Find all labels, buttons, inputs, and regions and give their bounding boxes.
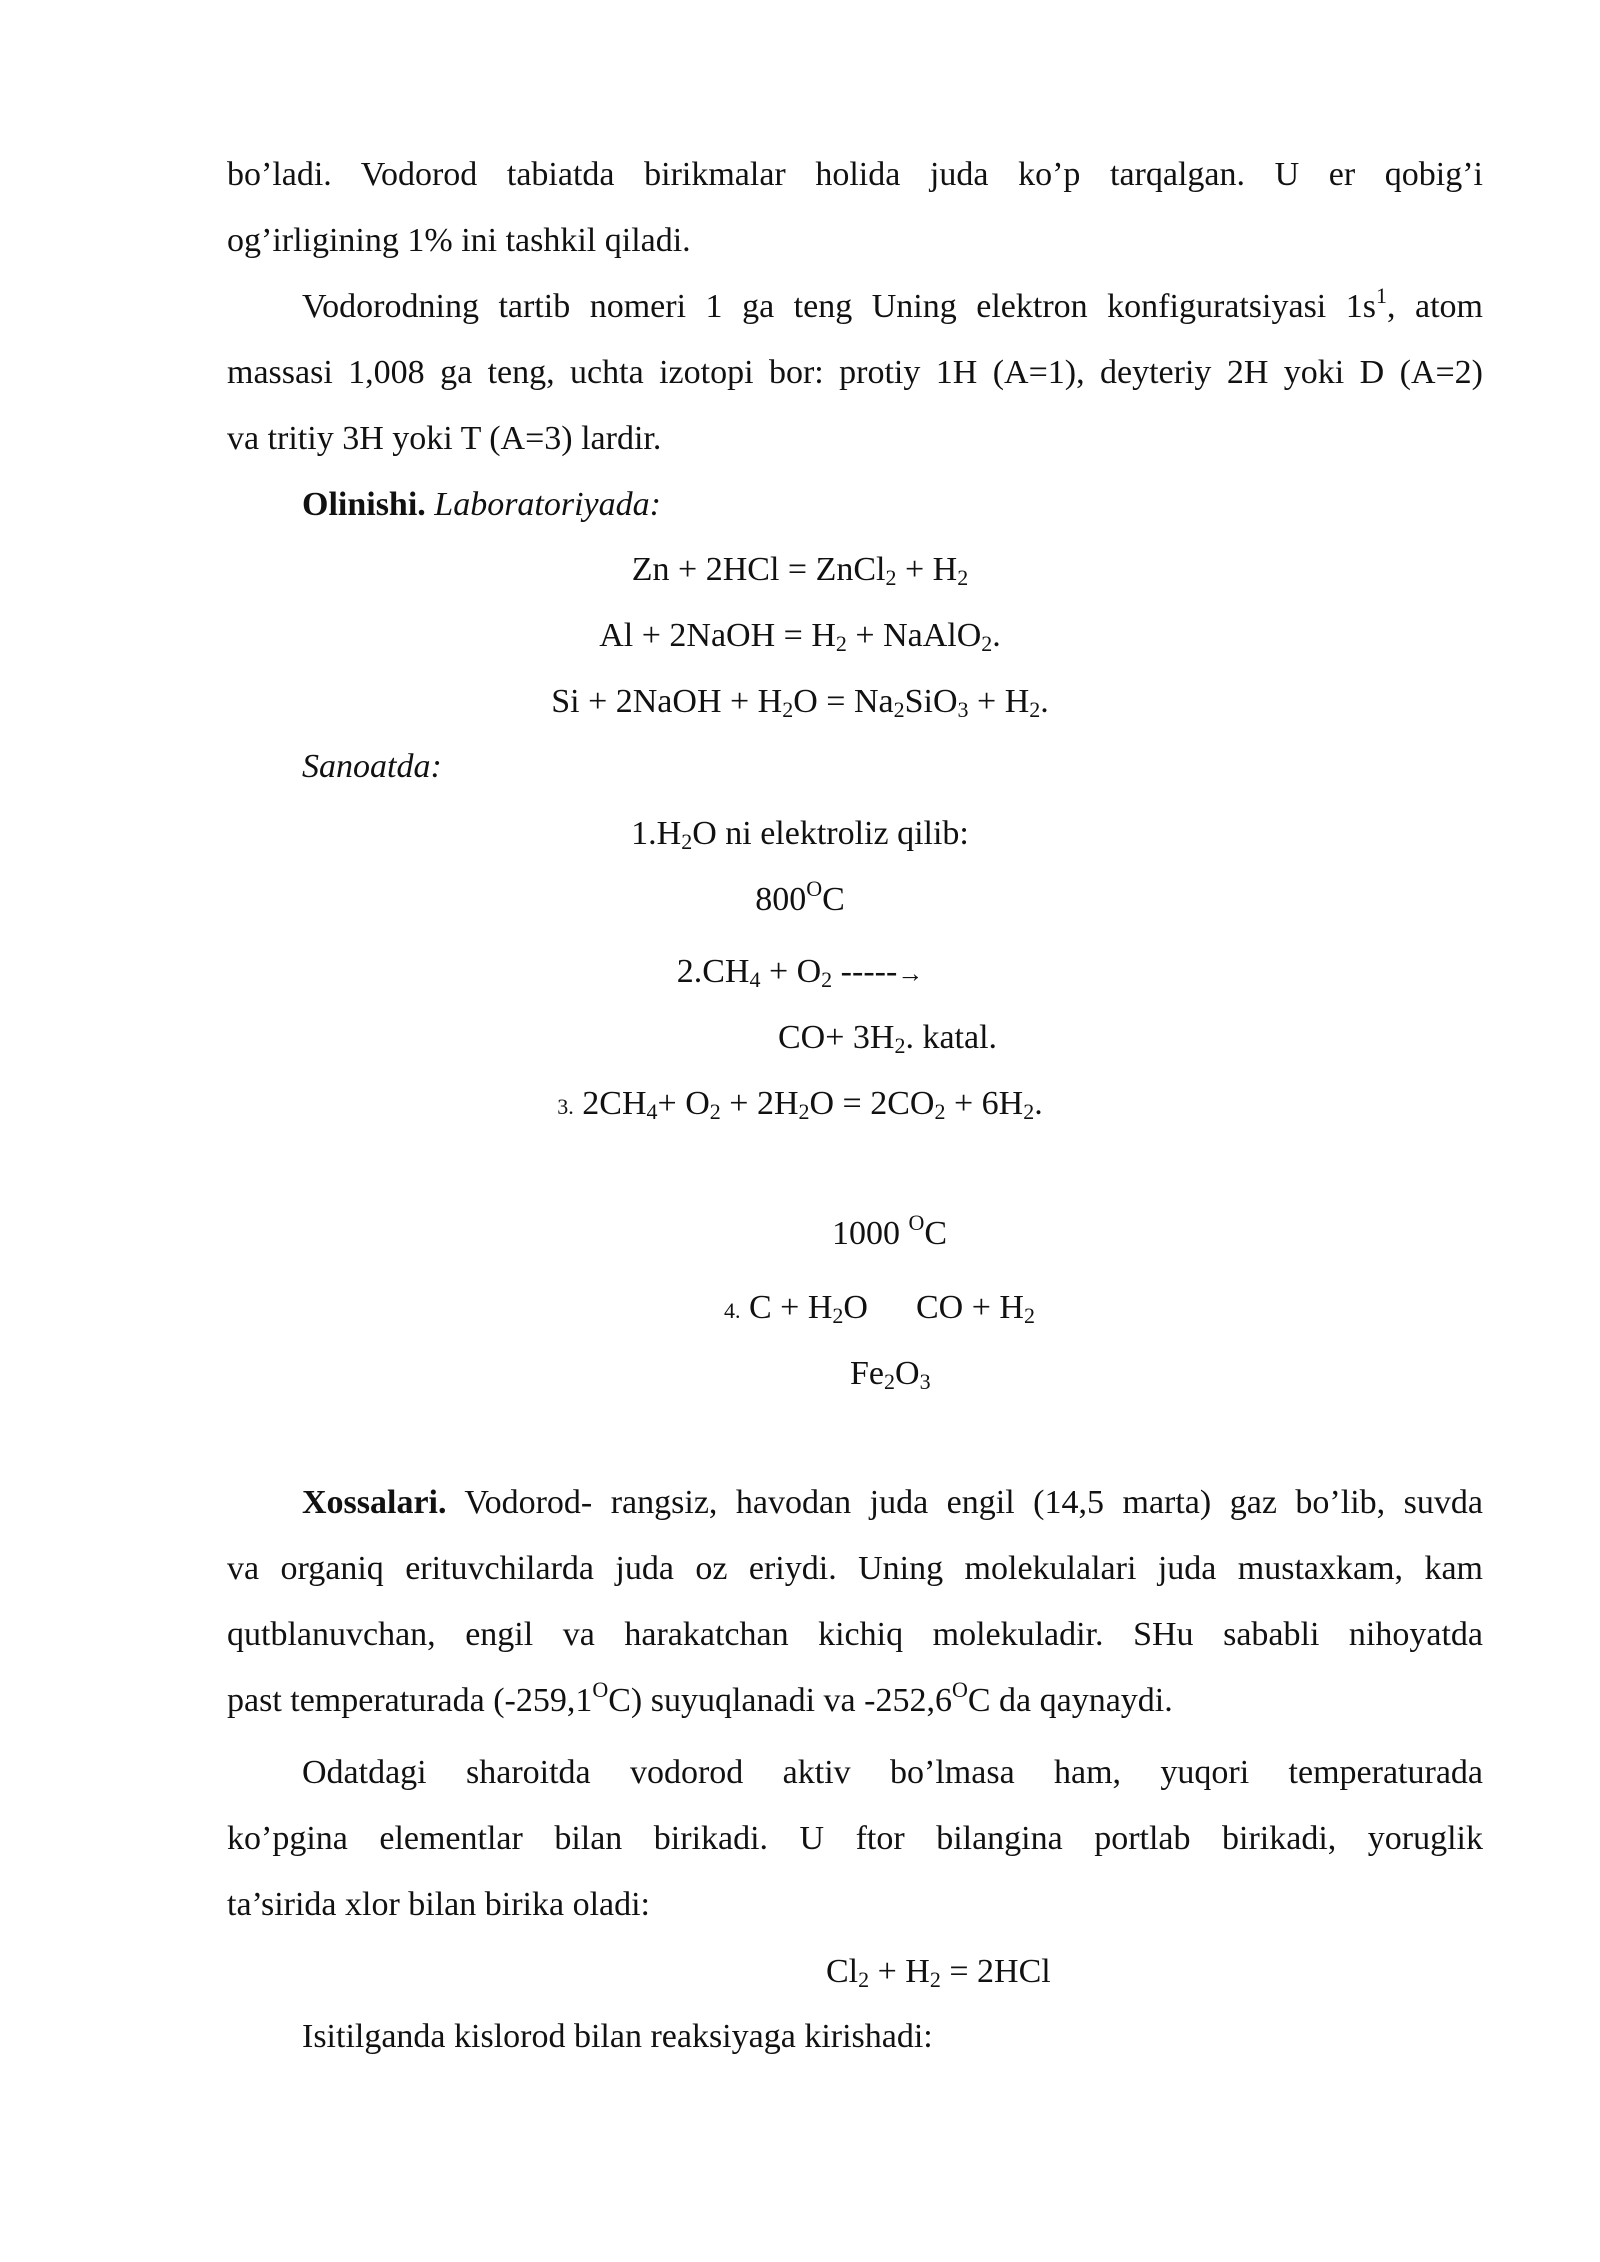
xossalari-line3: qutblanuvchan, engil va harakatchan kichiq molekuladir. SHu sababli nihoyatda: [227, 1616, 1483, 1653]
equation-zn-hcl: Zn + 2HCl = ZnCl$_2$ + $H_2$: [631, 551, 969, 590]
para2-line3: va tritiy 3H yoki T (A=3) lardir.: [227, 420, 662, 457]
equation-si-naoh: Si + 2NaOH + $H_2O = Na_2SiO_3 + H_2$.: [551, 683, 1049, 722]
industrial-method-1: $1.H_2O$ ni elektroliz qilib:: [631, 815, 969, 854]
para5-line2: ko’pgina elementlar bilan birikadi. U ftor bilangina portlab birikadi, yoruglik: [227, 1820, 1483, 1857]
para5-line3: ta’sirida xlor bilan birika oladi:: [227, 1886, 651, 1923]
para5-line1: Odatdagi sharoitda vodorod aktiv bo’lmasa ham, yuqori temperaturada: [302, 1754, 1483, 1791]
temperature-800: $800^OC$: [755, 876, 845, 918]
industrial-method-3: 3. $2CH_4+ O_2 + 2H_2O = 2CO_2 + 6H_2$.: [557, 1085, 1043, 1124]
industrial-method-2: $2.CH_4 + O_2$ -----→: [676, 953, 924, 992]
para2-line2: massasi 1,008 ga teng, uchta izotopi bor: protiy 1H (A=1), deyteriy 2H yoki D (A=2): [227, 354, 1483, 391]
para2-line1: Vodorodning tartib nomeri 1 ga teng Uning elektron konfiguratsiyasi $1s^1$, atom: [302, 283, 1484, 325]
para6: Isitilganda kislorod bilan reaksiyaga kirishadi:: [302, 2018, 933, 2055]
industrial-method-2-products: $CO+ 3H_2$. katal.: [778, 1019, 998, 1058]
olinishi-heading: Olinishi. Laboratoriyada:: [302, 486, 661, 523]
xossalari-line4: past temperaturada $(-259,1^OC)$ suyuqlanadi va $-252,6^OC$ da qaynaydi.: [227, 1677, 1173, 1719]
sanoatda-heading: Sanoatda:: [302, 748, 442, 785]
xossalari-line1: Xossalari. Vodorod- rangsiz, havodan juda engil (14,5 marta) gaz bo’lib, suvda: [302, 1484, 1483, 1521]
xossalari-line2: va organiq erituvchilarda juda oz eriydi. Uning molekulalari juda mustaxkam, kam: [227, 1550, 1483, 1587]
arrow-right-icon: →: [897, 959, 924, 988]
equation-cl2-h2: $Cl_2 + H_2 = 2HCl$: [826, 1953, 1051, 1992]
catalyst-fe2o3: $Fe_2O_3$: [850, 1355, 931, 1394]
industrial-method-4: 4. $C + H_2O$ CO + $H_2$: [724, 1289, 1035, 1328]
para1-line2: og’irligining 1% ini tashkil qiladi.: [227, 222, 691, 259]
equation-al-naoh: Al + 2NaOH = $H_2$ + NaAlO$_2$.: [599, 617, 1001, 656]
temperature-1000: 1000 $^O$C: [832, 1210, 948, 1252]
para1-line1: bo’ladi. Vodorod tabiatda birikmalar holida juda ko’p tarqalgan. U er qobig’i: [227, 156, 1483, 193]
